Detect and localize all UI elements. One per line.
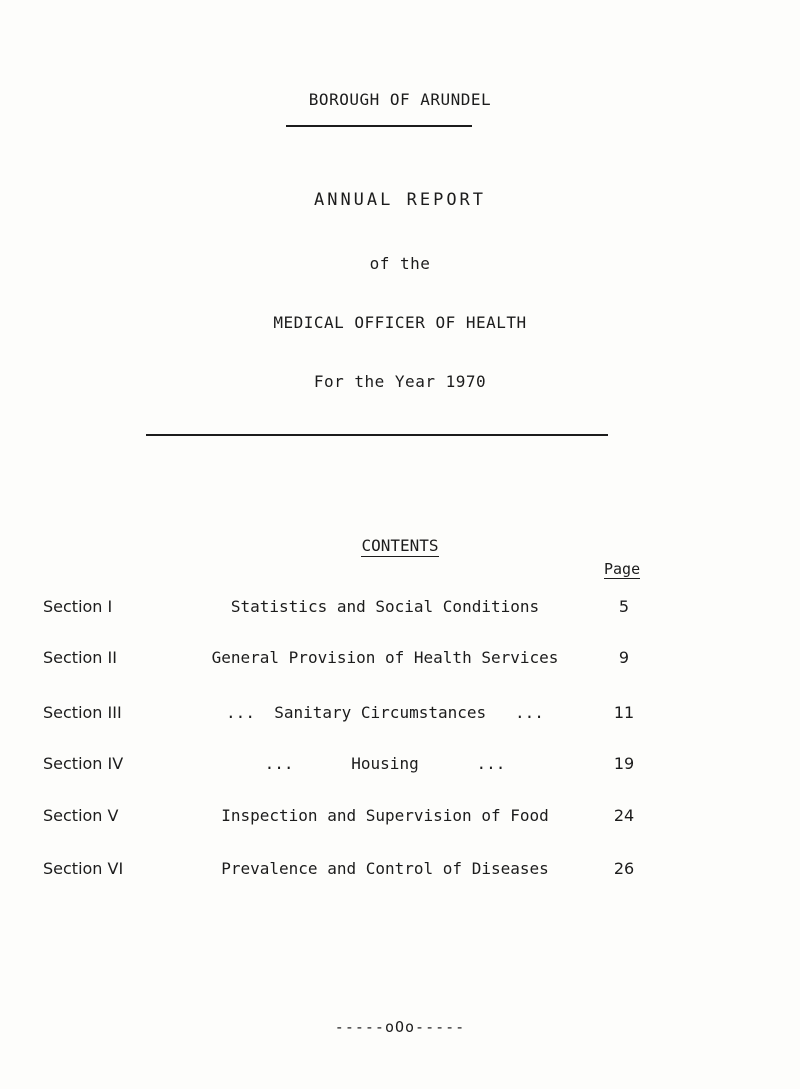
contents-heading-text: CONTENTS — [361, 536, 439, 555]
section-page: 24 — [613, 806, 635, 825]
section-title: Inspection and Supervision of Food — [221, 806, 549, 825]
section-label: Section I — [43, 597, 113, 616]
section-page: 5 — [618, 597, 630, 616]
report-year-line: For the Year 1970 — [313, 372, 487, 391]
section-label: Section VI — [43, 859, 124, 878]
section-divider — [146, 434, 608, 436]
of-the-line: of the — [369, 254, 431, 273]
contents-heading — [0, 536, 800, 555]
section-page: 9 — [618, 648, 630, 667]
section-title: Statistics and Social Conditions — [230, 597, 540, 616]
contents-row — [0, 648, 800, 670]
contents-row — [0, 754, 800, 776]
page-column-heading-text: Page — [604, 560, 641, 578]
page-column-heading — [604, 560, 640, 578]
section-label: Section V — [43, 806, 119, 825]
section-label: Section II — [43, 648, 117, 667]
title-underline — [286, 125, 472, 127]
contents-row — [0, 859, 800, 881]
end-ornament: -----oOo----- — [334, 1018, 466, 1036]
contents-row — [0, 703, 800, 725]
section-title: Prevalence and Control of Diseases — [221, 859, 549, 878]
medical-officer-line: MEDICAL OFFICER OF HEALTH — [273, 313, 527, 332]
section-label: Section IV — [43, 754, 124, 773]
section-label: Section III — [43, 703, 122, 722]
borough-title: BOROUGH OF ARUNDEL — [308, 90, 492, 109]
section-page: 11 — [613, 703, 635, 722]
section-title: ... Housing ... — [264, 754, 506, 773]
section-page: 26 — [613, 859, 635, 878]
section-page: 19 — [613, 754, 635, 773]
section-title: General Provision of Health Services — [211, 648, 559, 667]
contents-row — [0, 806, 800, 828]
contents-row — [0, 597, 800, 619]
section-title: ... Sanitary Circumstances ... — [226, 703, 544, 722]
annual-report-heading: ANNUAL REPORT — [313, 190, 487, 210]
